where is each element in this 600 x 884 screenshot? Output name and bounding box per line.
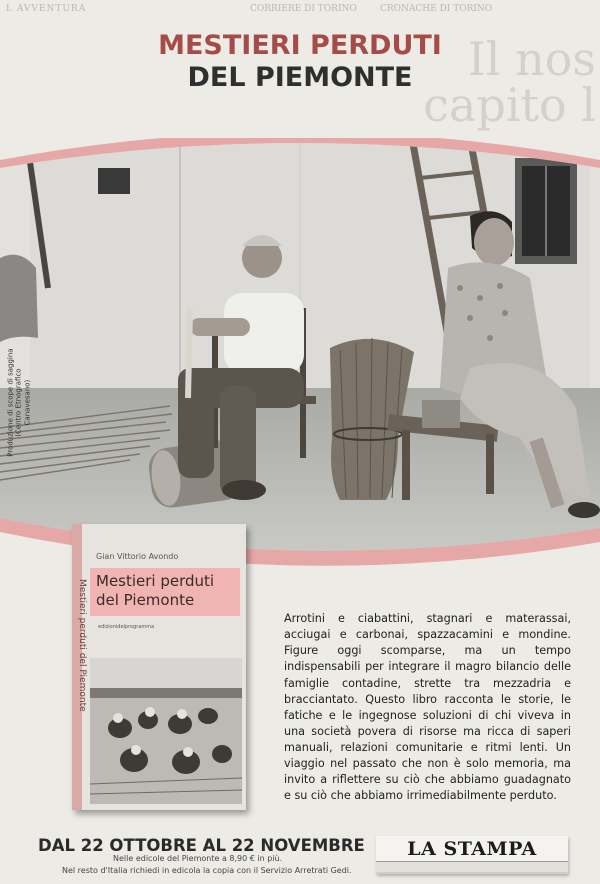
bleed-text: CORRIERE DI TORINO	[250, 4, 357, 14]
book-cover-photo	[90, 658, 242, 804]
page-title	[0, 30, 600, 94]
newspaper-fold	[376, 862, 568, 872]
promo-price-note: Nelle edicole del Piemonte a 8,90 € in più.	[113, 854, 283, 863]
promo-availability-note: Nel resto d'Italia richiedi in edicola la copia con il Servizio Arretrati Gedi.	[62, 866, 352, 875]
hero-photo	[0, 138, 600, 570]
photo-credit: Produzione di scope di saggina (Centro Etnografico Canavesano)	[6, 348, 32, 457]
bleed-ghost-text: Il nos capito l	[423, 32, 596, 132]
promo-dates: DAL 22 OTTOBRE AL 22 NOVEMBRE	[38, 836, 365, 855]
book-title-line-2: del Piemonte	[96, 590, 195, 609]
newspaper-logo: LA STAMPA	[407, 838, 537, 860]
bleed-text: CRONACHE DI TORINO	[380, 4, 493, 14]
title-line-1: MESTIERI PERDUTI	[158, 30, 442, 61]
book-spine-title: Mestieri perduti del Piemonte	[77, 579, 87, 712]
book-publisher: edizionidelprogramma	[98, 624, 155, 630]
book-title-line-1: Mestieri perduti	[96, 572, 215, 590]
book-author: Gian Vittorio Avondo	[96, 552, 179, 561]
bleed-text: L AVVENTURA	[6, 4, 87, 14]
hero-photo-image	[0, 138, 600, 570]
bleed-through-header	[0, 0, 600, 30]
title-line-2: DEL PIEMONTE	[187, 61, 413, 93]
newspaper-masthead	[376, 836, 568, 874]
book-title	[96, 572, 214, 610]
book-cover	[72, 524, 246, 810]
book-description: Arrotini e ciabattini, stagnari e materassai, acciugai e carbonai, spazzacamini e mondine. Figure oggi scomparse, ma un tempo indispensabili per integrare il magro bilancio delle famiglie contadine, strette tra mezzadria e bracciantato. Questo libro racconta le storie, le fatiche e le ingegnose soluzioni di chi viveva in una società povera di risorse ma ricca di saperi manuali, relazioni comunitarie e ritmi lenti. Un viaggio nel passato che non è solo memoria, ma invito a riflettere su ciò che abbiamo guadagnato e su ciò che abbiamo irrimediabilmente perduto.	[284, 612, 571, 803]
